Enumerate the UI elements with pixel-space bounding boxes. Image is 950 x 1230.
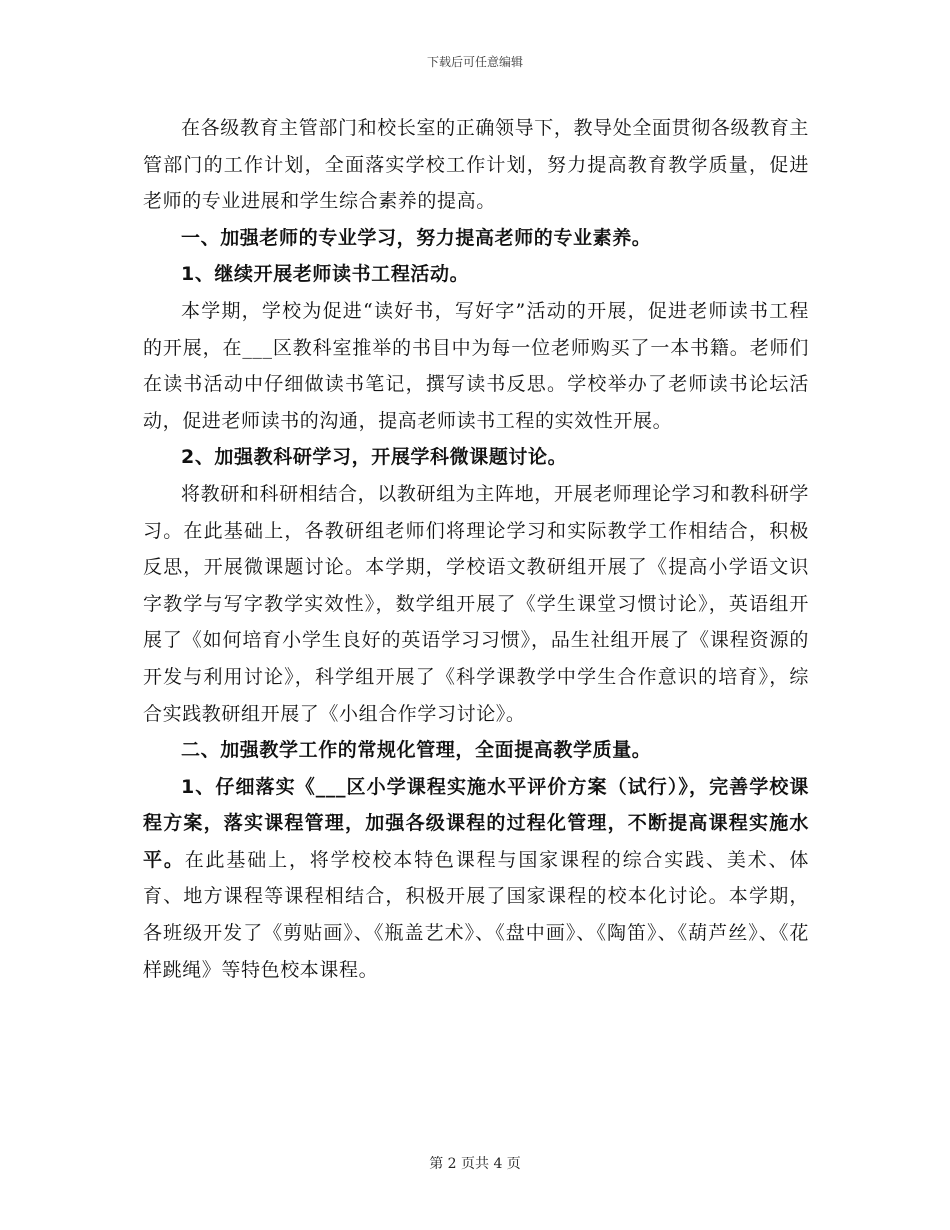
subsection-3-bold-lead: 1、仔细落实《___区小学课程实施水平评价方案（试行）》，完善学校课程方案，落实课程管理，加强各级课程的过程化管理，不断提高课程实施水平。 [143,775,809,871]
subsection-2-paragraph: 将教研和科研相结合，以教研组为主阵地，开展老师理论学习和教科研学习。在此基础上，各教研组老师们将理论学习和实际教学工作相结合，积极反思，开展微课题讨论。本学期，学校语文教研组开展了《提高小学语文识字教学与写字教学实效性》，数学组开展了《学生课堂习惯讨论》，英语组开展了《如何培育小学生良好的英语学习习惯》，品生社组开展了《课程资源的开发与利用讨论》，科学组开展了《科学课教学中学生合作意识的培育》，综合实践教研组开展了《小组合作学习讨论》。 [143,482,809,725]
page-header: 下载后可任意编辑 [426,55,523,69]
subsection-3-paragraph [143,769,809,989]
subsection-1-paragraph: 本学期，学校为促进“读好书，写好字”活动的开展，促进老师读书工程的开展，在___区教科室推举的书目中为每一位老师购买了一本书籍。老师们在读书活动中仔细做读书笔记，撰写读书反思。学校举办了老师读书论坛活动，促进老师读书的沟通，提高老师读书工程的实效性开展。 [143,299,809,432]
subsection-1-heading: 1、继续开展老师读书工程活动。 [181,263,470,286]
page-footer: 第 2 页共 4 页 [429,1156,521,1172]
section-2-heading: 二、加强教学工作的常规化管理，全面提高教学质量。 [181,739,652,762]
intro-paragraph: 在各级教育主管部门和校长室的正确领导下，教导处全面贯彻各级教育主管部门的工作计划，全面落实学校工作计划，努力提高教育教学质量，促进老师的专业进展和学生综合素养的提高。 [143,117,809,213]
section-1-heading: 一、加强老师的专业学习，努力提高老师的专业素养。 [181,226,652,249]
document-body [143,110,809,988]
subsection-3-text: 在此基础上，将学校校本特色课程与国家课程的综合实践、美术、体育、地方课程等课程相结合，积极开展了国家课程的校本化讨论。本学期，各班级开发了《剪贴画》、《瓶盖艺术》、《盘中画》、《陶笛》、《葫芦丝》、《花样跳绳》等特色校本课程。 [143,848,809,981]
subsection-2-heading: 2、加强教科研学习，开展学科微课题讨论。 [181,446,568,469]
